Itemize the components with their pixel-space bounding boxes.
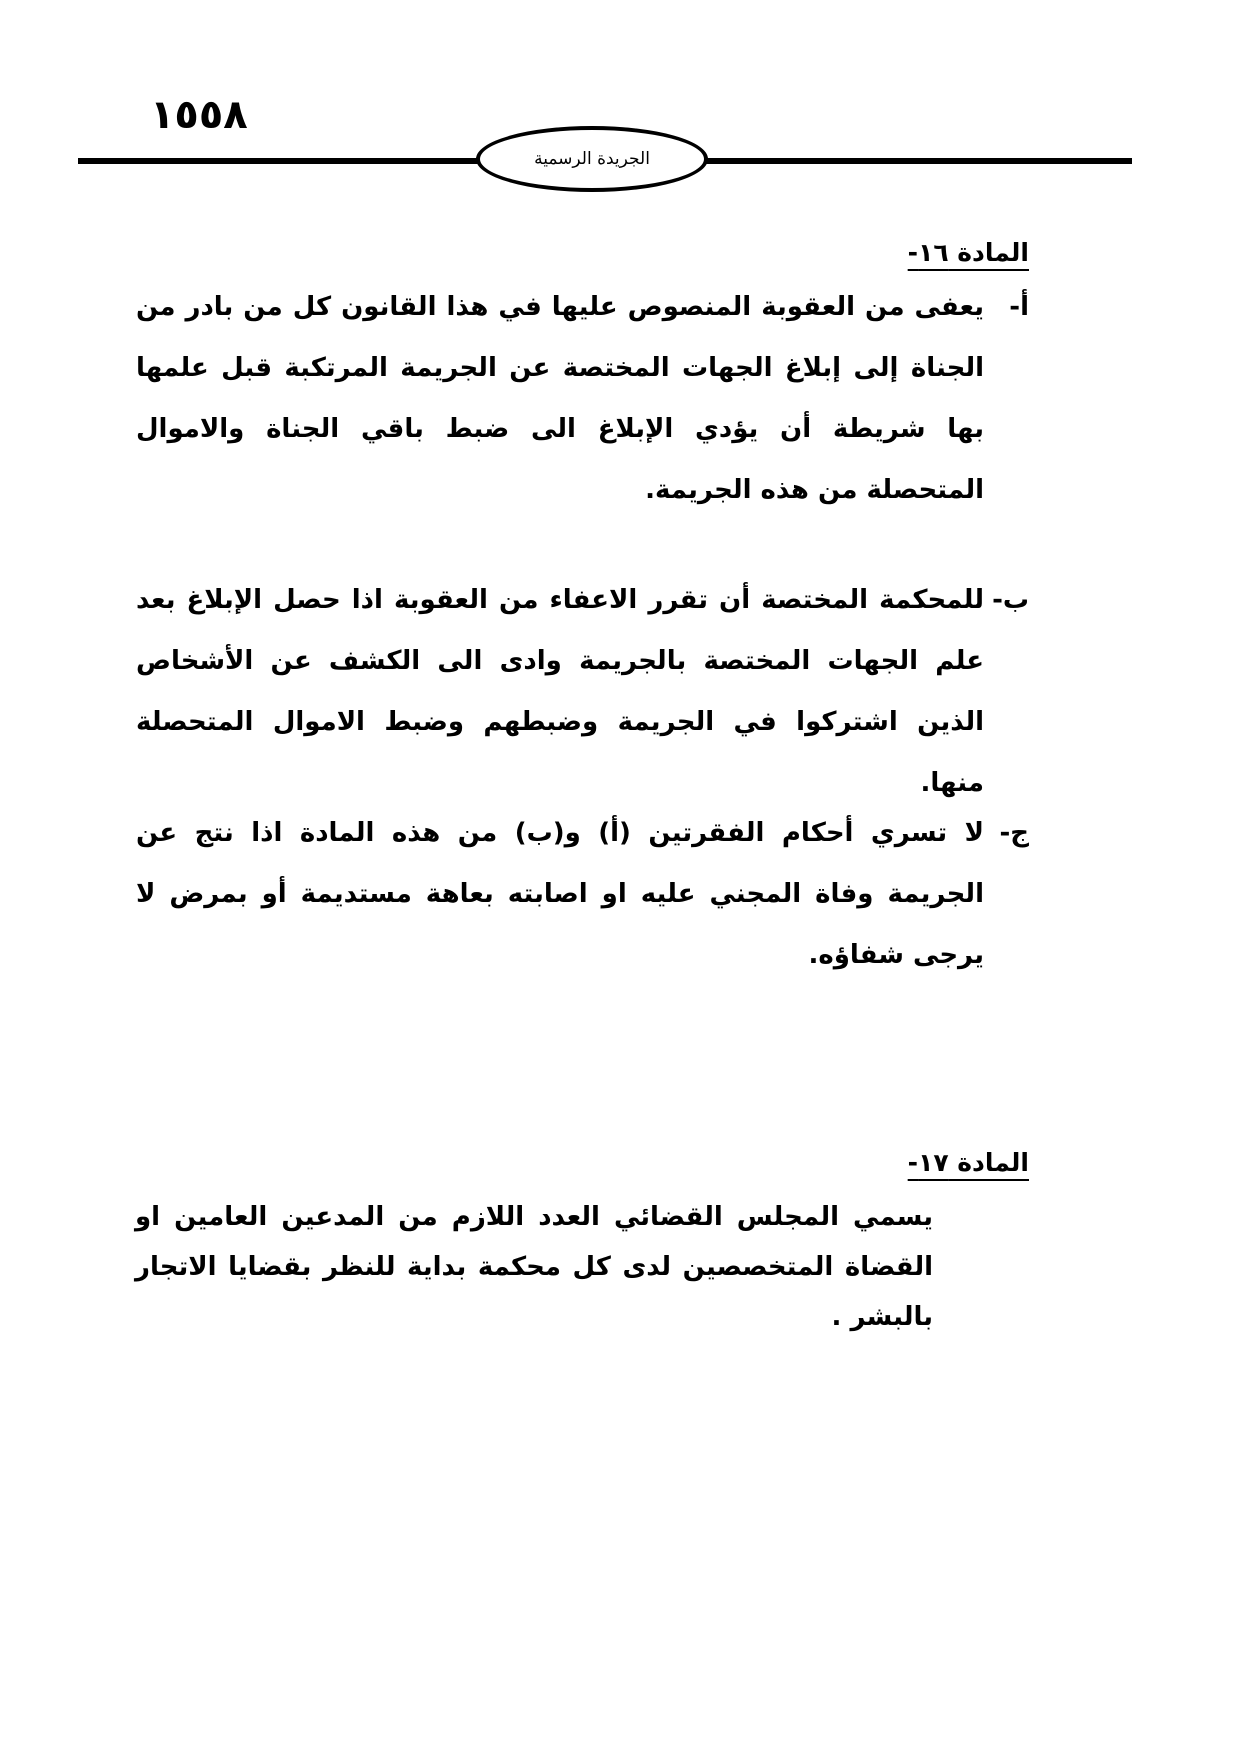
article-16-clause-b [136,570,1029,798]
article-16-clause-a [136,277,1029,527]
page-number: ١٥٥٨ [150,92,248,138]
clause-b-label: ب- [992,585,1029,615]
article-16-heading: المادة ١٦- [907,238,1029,267]
clause-c-text: لا تسري أحكام الفقرتين (أ) و(ب) من هذه المادة اذا نتج عن الجريمة وفاة المجني عليه او اصابته بعاهة مستديمة أو بمرض لا يرجى شفاؤه. [136,818,984,970]
gazette-title: الجريدة الرسمية [534,149,650,169]
article-16-clause-c [136,803,1029,993]
clause-a-label: أ- [1009,292,1029,322]
clause-c-label: ج- [999,818,1029,848]
clause-a-text: يعفى من العقوبة المنصوص عليها في هذا القانون كل من بادر من الجناة إلى إبلاغ الجهات المختصة عن الجريمة المرتكبة قبل علمها بها شريطة أن يؤدي الإبلاغ الى ضبط باقي الجناة والاموال المتحصلة من هذه الجريمة. [136,292,984,505]
article-17-text: يسمي المجلس القضائي العدد اللازم من المدعين العامين او القضاة المتخصصين لدى كل محكمة بداية للنظر بقضايا الاتجار بالبشر . [135,1202,933,1332]
gazette-title-oval [476,126,708,192]
article-17-heading: المادة ١٧- [907,1148,1029,1177]
clause-b-text: للمحكمة المختصة أن تقرر الاعفاء من العقوبة اذا حصل الإبلاغ بعد علم الجهات المختصة بالجريمة وادى الى الكشف عن الأشخاص الذين اشتركوا في الجريمة وضبطهم وضبط الاموال المتحصلة منها. [136,585,984,798]
